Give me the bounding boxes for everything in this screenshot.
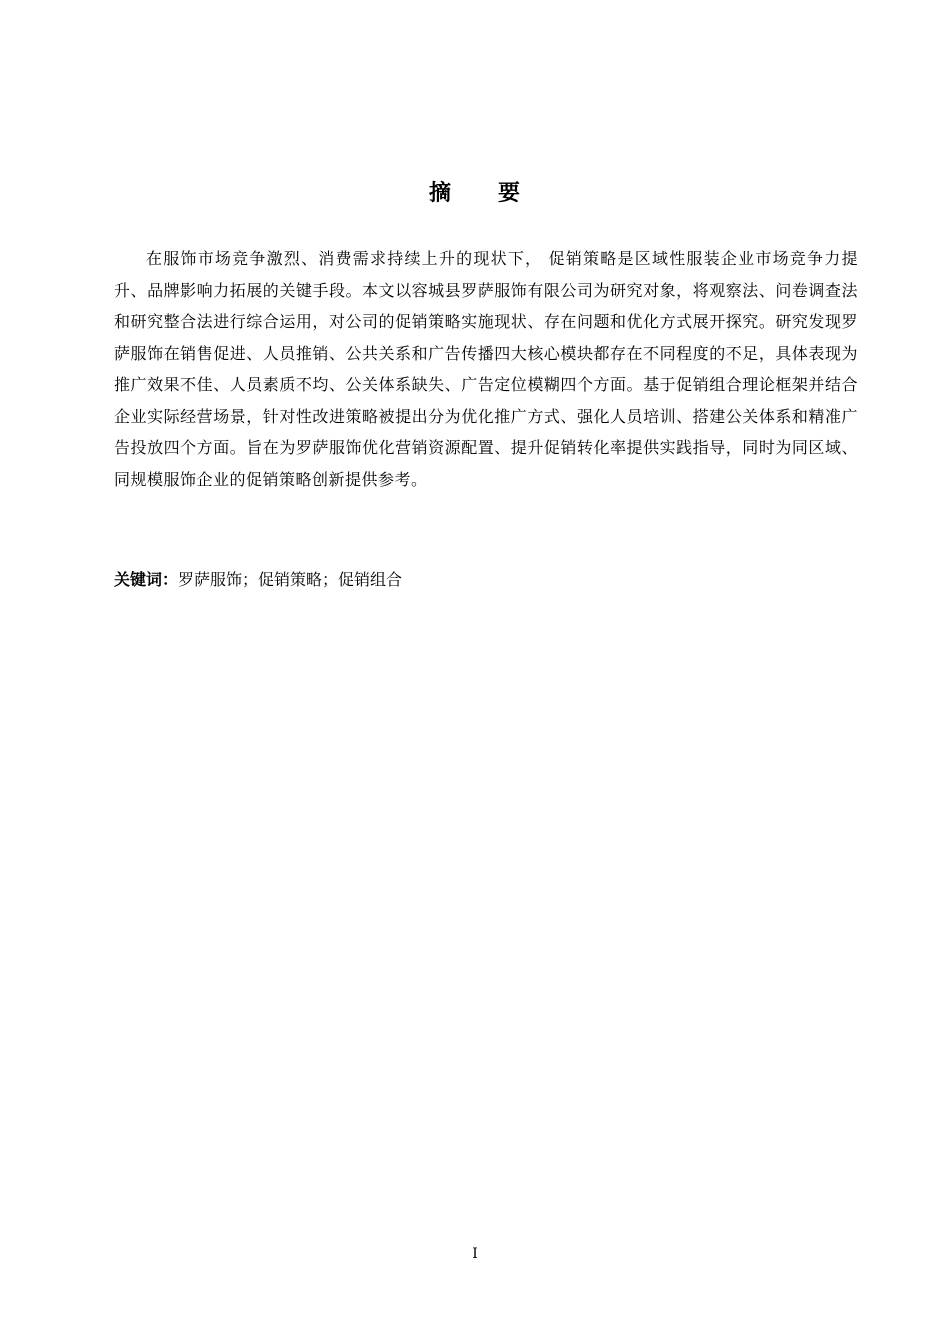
abstract-heading-char-2: 要: [498, 181, 522, 206]
page-number: I: [472, 1246, 478, 1262]
keywords-label: 关键词：: [114, 570, 179, 589]
keywords-value: 罗萨服饰；促销策略；促销组合: [178, 570, 403, 589]
abstract-heading-char-1: 摘: [428, 181, 452, 206]
keywords-line: [114, 564, 858, 595]
abstract-paragraph: 在服饰市场竞争激烈、消费需求持续上升的现状下， 促销策略是区域性服装企业市场竞争力提升、品牌影响力拓展的关键手段。本文以容城县罗萨服饰有限公司为研究对象，将观察法、问卷调查法和研究整合法进行综合运用，对公司的促销策略实施现状、存在问题和优化方式展开探究。研究发现罗萨服饰在销售促进、人员推销、公共关系和广告传播四大核心模块都存在不同程度的不足，具体表现为推广效果不佳、人员素质不均、公关体系缺失、广告定位模糊四个方面。基于促销组合理论框架并结合企业实际经营场景，针对性改进策略被提出分为优化推广方式、强化人员培训、搭建公关体系和精准广告投放四个方面。旨在为罗萨服饰优化营销资源配置、提升促销转化率提供实践指导，同时为同区域、同规模服饰企业的促销策略创新提供参考。: [114, 249, 858, 489]
abstract-heading: [0, 178, 950, 210]
